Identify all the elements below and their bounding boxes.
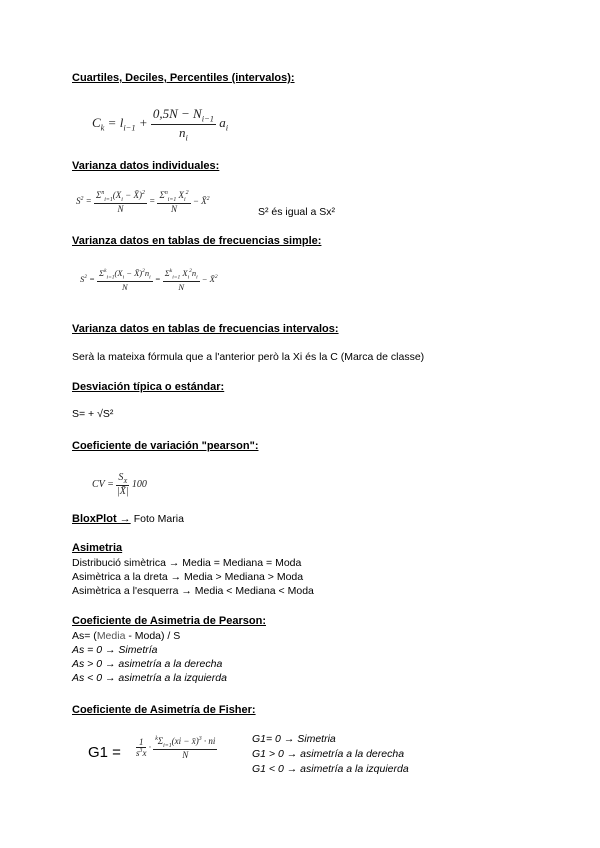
variance-individual-formula: $S^2$ = $\frac{\Sigma^n_{i=1}(X_i - X̄)^2}{N}$ = $\frac{\Sigma^n_{i=1} X_i^2}{N}$ − X̄$^2$ — [76, 190, 210, 214]
fisher-heading: Coeficiente de Asimetría de Fisher: — [72, 704, 256, 716]
asymmetry-line: Distribució simètrica → Media = Mediana = Moda — [72, 557, 302, 569]
pearson-case: As < 0 → asimetría a la izquierda — [72, 672, 227, 684]
boxplot-line — [72, 513, 184, 525]
std-dev-formula: S= + √S² — [72, 408, 114, 420]
pearson-asymmetry-heading: Coeficiente de Asimetria de Pearson: — [72, 615, 266, 627]
fisher-case: G1 < 0 → asimetría a la izquierda — [252, 763, 409, 775]
pearson-asymmetry-formula: As= (Media - Moda) / S — [72, 630, 181, 642]
quartiles-formula: $C_k = l_{i-1}$ + $\frac{0,5N - N_{i-1}}{n_i}$ $a_i$ — [92, 106, 229, 143]
fisher-case: G1= 0 → Simetria — [252, 733, 336, 745]
fisher-case: G1 > 0 → asimetría a la derecha — [252, 748, 405, 760]
variance-interval-heading: Varianza datos en tablas de frecuencias intervalos: — [72, 323, 339, 335]
asymmetry-line: Asimètrica a l'esquerra → Media < Mediana < Moda — [72, 585, 314, 597]
boxplot-text: Foto Maria — [133, 513, 184, 525]
quartiles-heading: Cuartiles, Deciles, Percentiles (intervalos): — [72, 72, 295, 84]
variance-individual-heading: Varianza datos individuales: — [72, 160, 220, 172]
pearson-cv-heading: Coeficiente de variación "pearson": — [72, 440, 259, 452]
variance-simple-formula: $S^2$ = $\frac{\Sigma^k_{i=1}(X_i - X̄)^2n_i}{N}$ = $\frac{\Sigma^k_{i=1} X_i^2n_i}{N}$ − X̄$^2$ — [80, 268, 218, 292]
pearson-case: As > 0 → asimetría a la derecha — [72, 658, 223, 670]
pearson-cv-formula: CV = $\frac{S_X}{|X̄|}$ 100 — [92, 472, 147, 497]
variance-note: S² és igual a Sx² — [258, 206, 336, 218]
asymmetry-line: Asimètrica a la dreta → Media > Mediana > Moda — [72, 571, 304, 583]
fisher-g1-label: G1 = — [88, 744, 121, 761]
boxplot-heading: BloxPlot → — [72, 513, 131, 525]
fisher-formula: $\frac{1}{s^3x}$ · $\frac{^k\Sigma_{i=1}(xi - x̄)^3 \cdot ni}{N}$ — [136, 736, 216, 760]
variance-interval-text: Serà la mateixa fórmula que a l'anterior però la Xi és la C (Marca de classe) — [72, 351, 425, 363]
std-dev-heading: Desviación típica o estándar: — [72, 381, 225, 393]
variance-simple-heading: Varianza datos en tablas de frecuencias simple: — [72, 235, 322, 247]
asymmetry-heading: Asimetria — [72, 542, 123, 554]
pearson-case: As = 0 → Simetría — [72, 644, 158, 656]
